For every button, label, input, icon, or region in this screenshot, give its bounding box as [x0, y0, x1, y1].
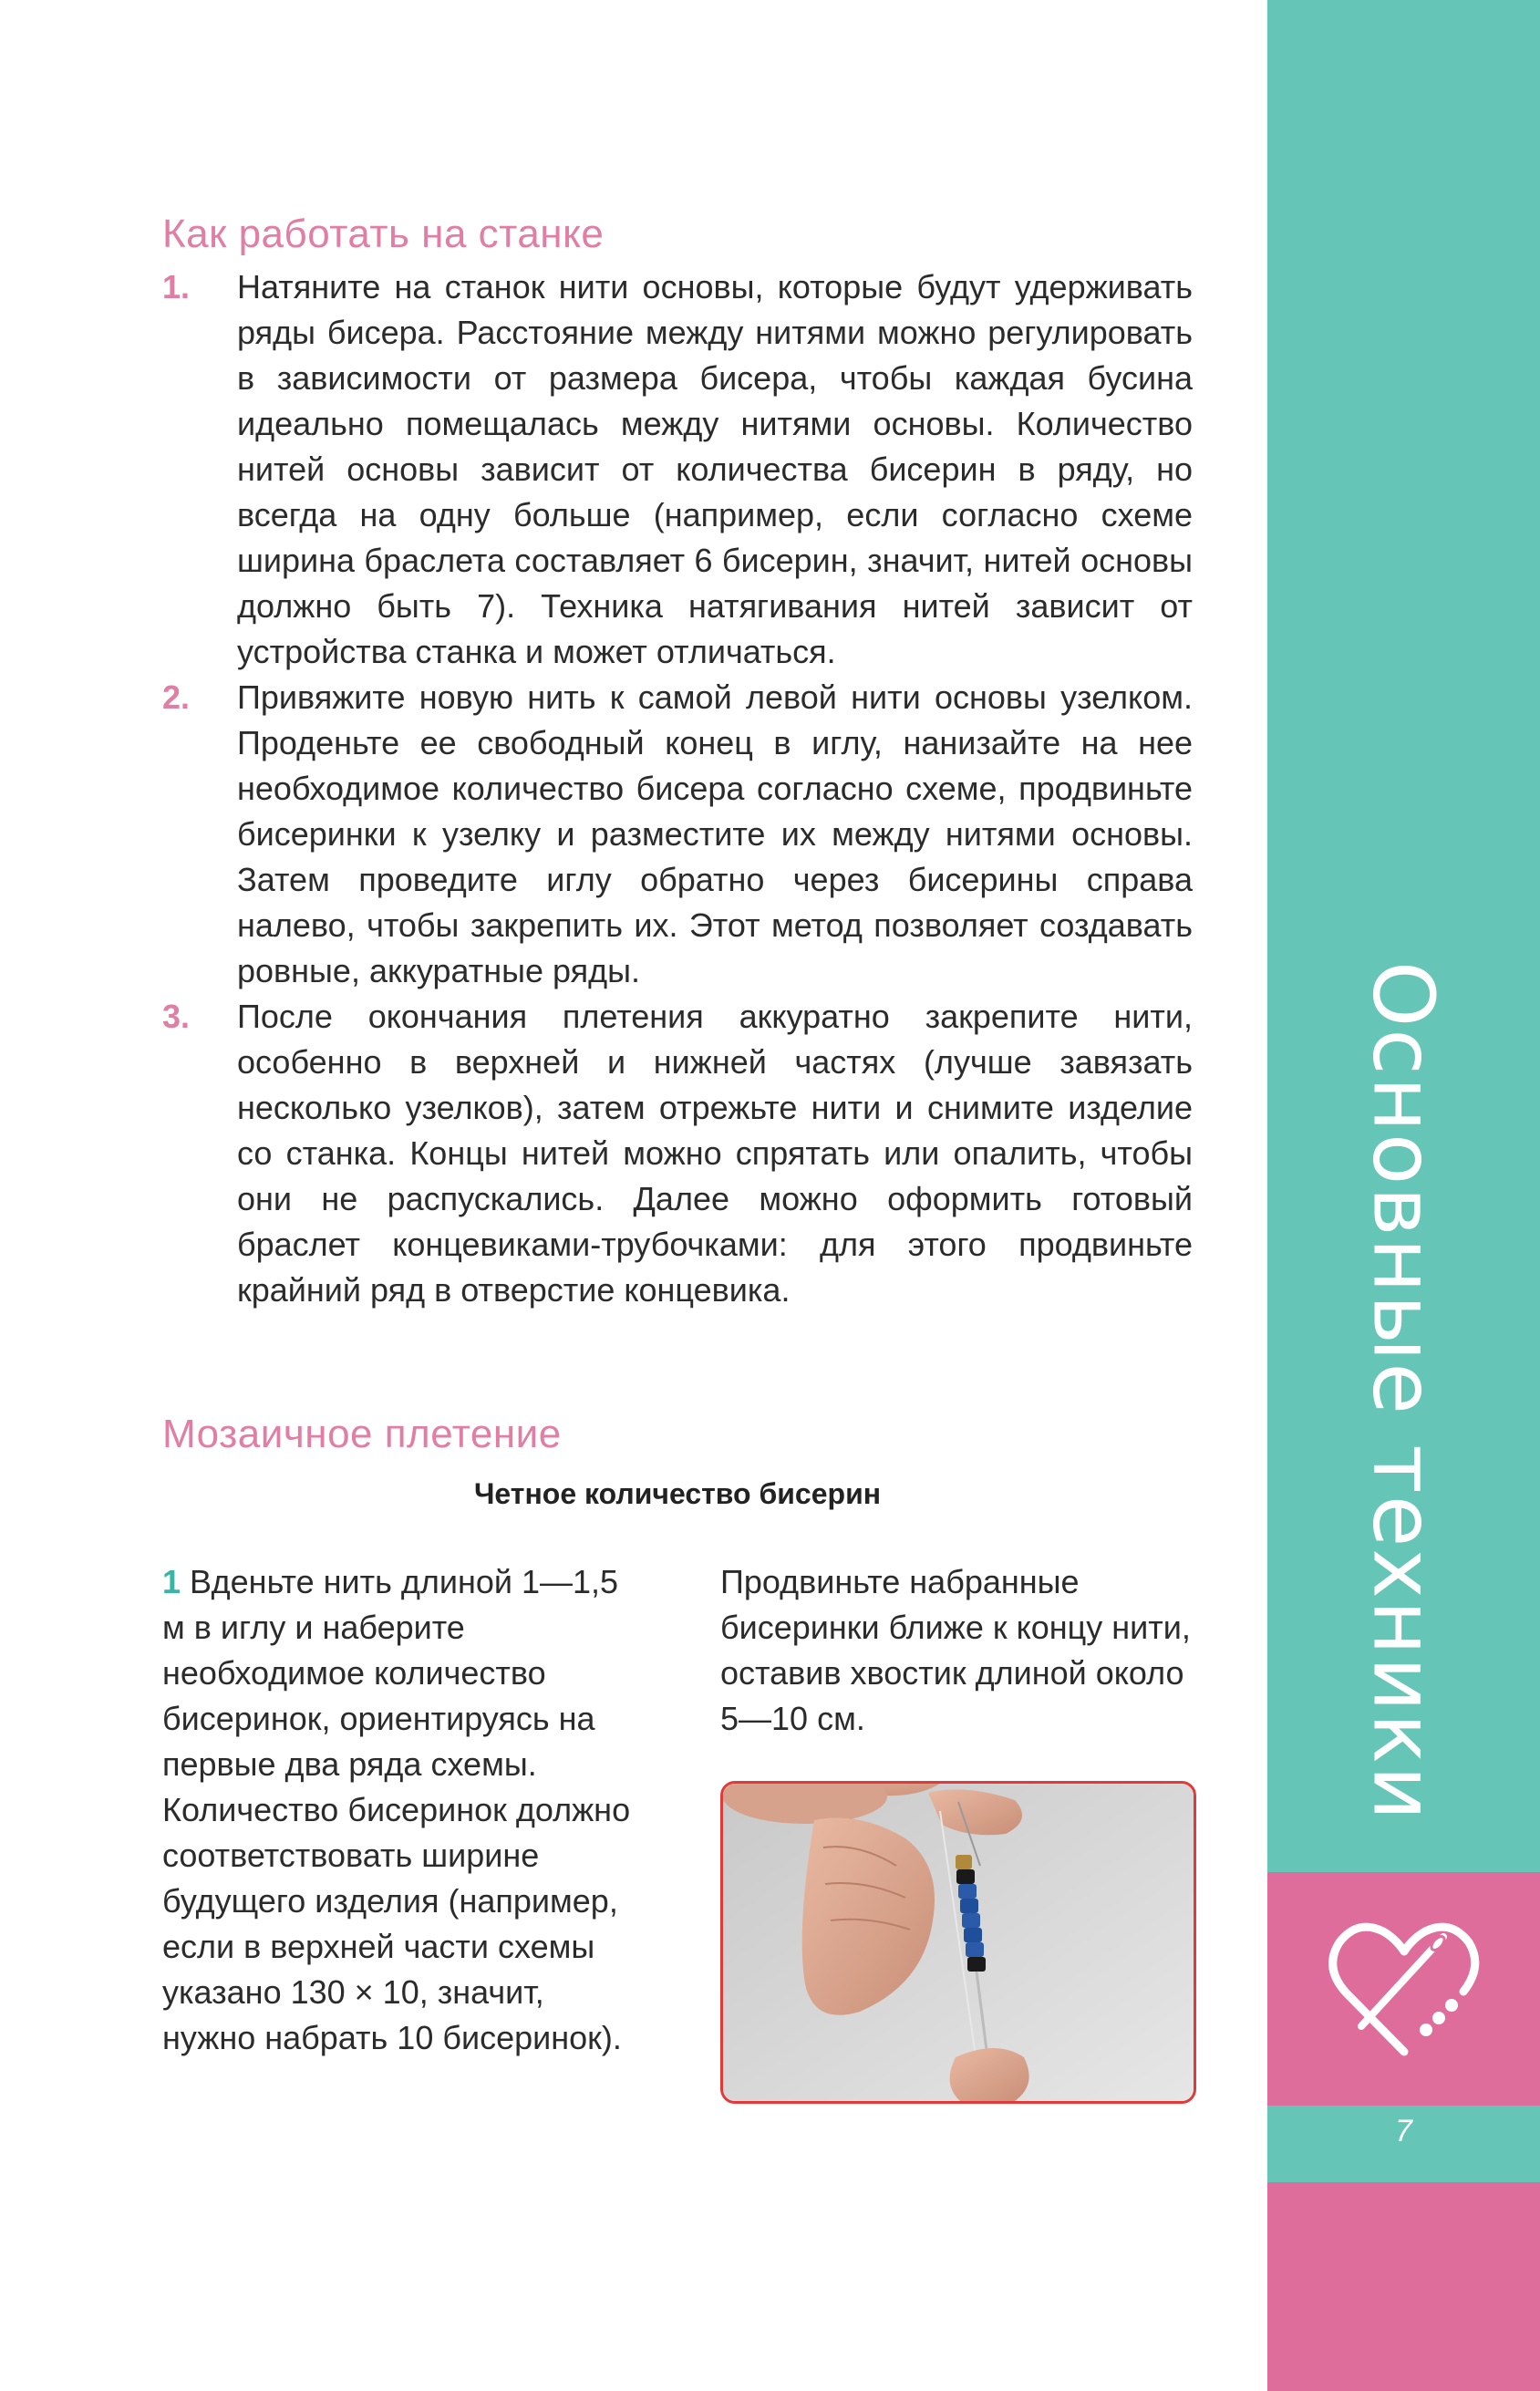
- page-number: 7: [1395, 2114, 1412, 2148]
- section-title-loom: Как работать на станке: [162, 212, 605, 256]
- step-text: После окончания плетения аккуратно закрепите нити, особенно в верхней и нижней частях (лучше завязать несколько узелков), затем отрежьте нити и снимите изделие со станка. Концы нитей можно спрятать или опалить, чтобы они не распускались. Далее можно оформить готовый браслет концевиками-трубочками: для этого продвиньте крайний ряд в отверстие концевика.: [237, 998, 1193, 1309]
- step-text: Привяжите новую нить к самой левой нити основы узелком. Проденьте ее свободный конец в иглу, нанизайте на нее необходимое количество бисера согласно схеме, продвиньте бисеринки к узелку и разместите их между нитями основы. Затем проведите иглу обратно через бисерины справа налево, чтобы закрепить их. Этот метод позволяет создавать ровные, аккуратные ряды.: [237, 678, 1193, 989]
- loom-steps-list: [162, 264, 1193, 1313]
- instruction-number: 1: [162, 1563, 181, 1600]
- subheading-even-count: Четное количество бисерин: [473, 1477, 882, 1510]
- beads-on-needle-illustration: [723, 1784, 1194, 2101]
- list-item: [162, 675, 1193, 994]
- beading-photo: [720, 1781, 1196, 2104]
- step-number: 1.: [162, 268, 191, 305]
- list-item: [162, 994, 1193, 1313]
- sidebar-pink-bottom: [1267, 2182, 1540, 2391]
- chapter-sidebar: [1267, 0, 1540, 2391]
- instruction-text: Вденьте нить длиной 1—1,5 м в иглу и наберите необходимое количество бисеринок, ориентируясь на первые два ряда схемы. Количество бисеринок должно соответствовать ширине будущего изделия (например, если в верхней части схемы указано 130 × 10, значит, нужно набрать 10 бисеринок).: [162, 1563, 631, 2056]
- instruction-left-column: [162, 1559, 636, 2061]
- list-item: [162, 264, 1193, 675]
- step-text: Натяните на станок нити основы, которые будут удерживать ряды бисера. Расстояние между нитями можно регулировать в зависимости от размера бисера, чтобы каждая бусина идеально помещалась между нитями основы. Количество нитей основы зависит от количества бисерин в ряду, но всегда на одну больше (например, если согласно схеме ширина браслета составляет 6 бисерин, значит, нитей основы должно быть 7). Техника натягивания нитей зависит от устройства станка и может отличаться.: [237, 268, 1193, 670]
- instruction-right-column: Продвиньте набранные бисеринки ближе к концу нити, оставив хвостик длиной около 5—10 см.: [720, 1563, 1191, 1737]
- section-title-mosaic: Мозаичное плетение: [162, 1412, 562, 1456]
- heart-needle-icon: [1327, 1915, 1482, 2061]
- chapter-title: Основные техники: [1354, 960, 1452, 1823]
- step-number: 3.: [162, 998, 191, 1035]
- step-number: 2.: [162, 678, 191, 716]
